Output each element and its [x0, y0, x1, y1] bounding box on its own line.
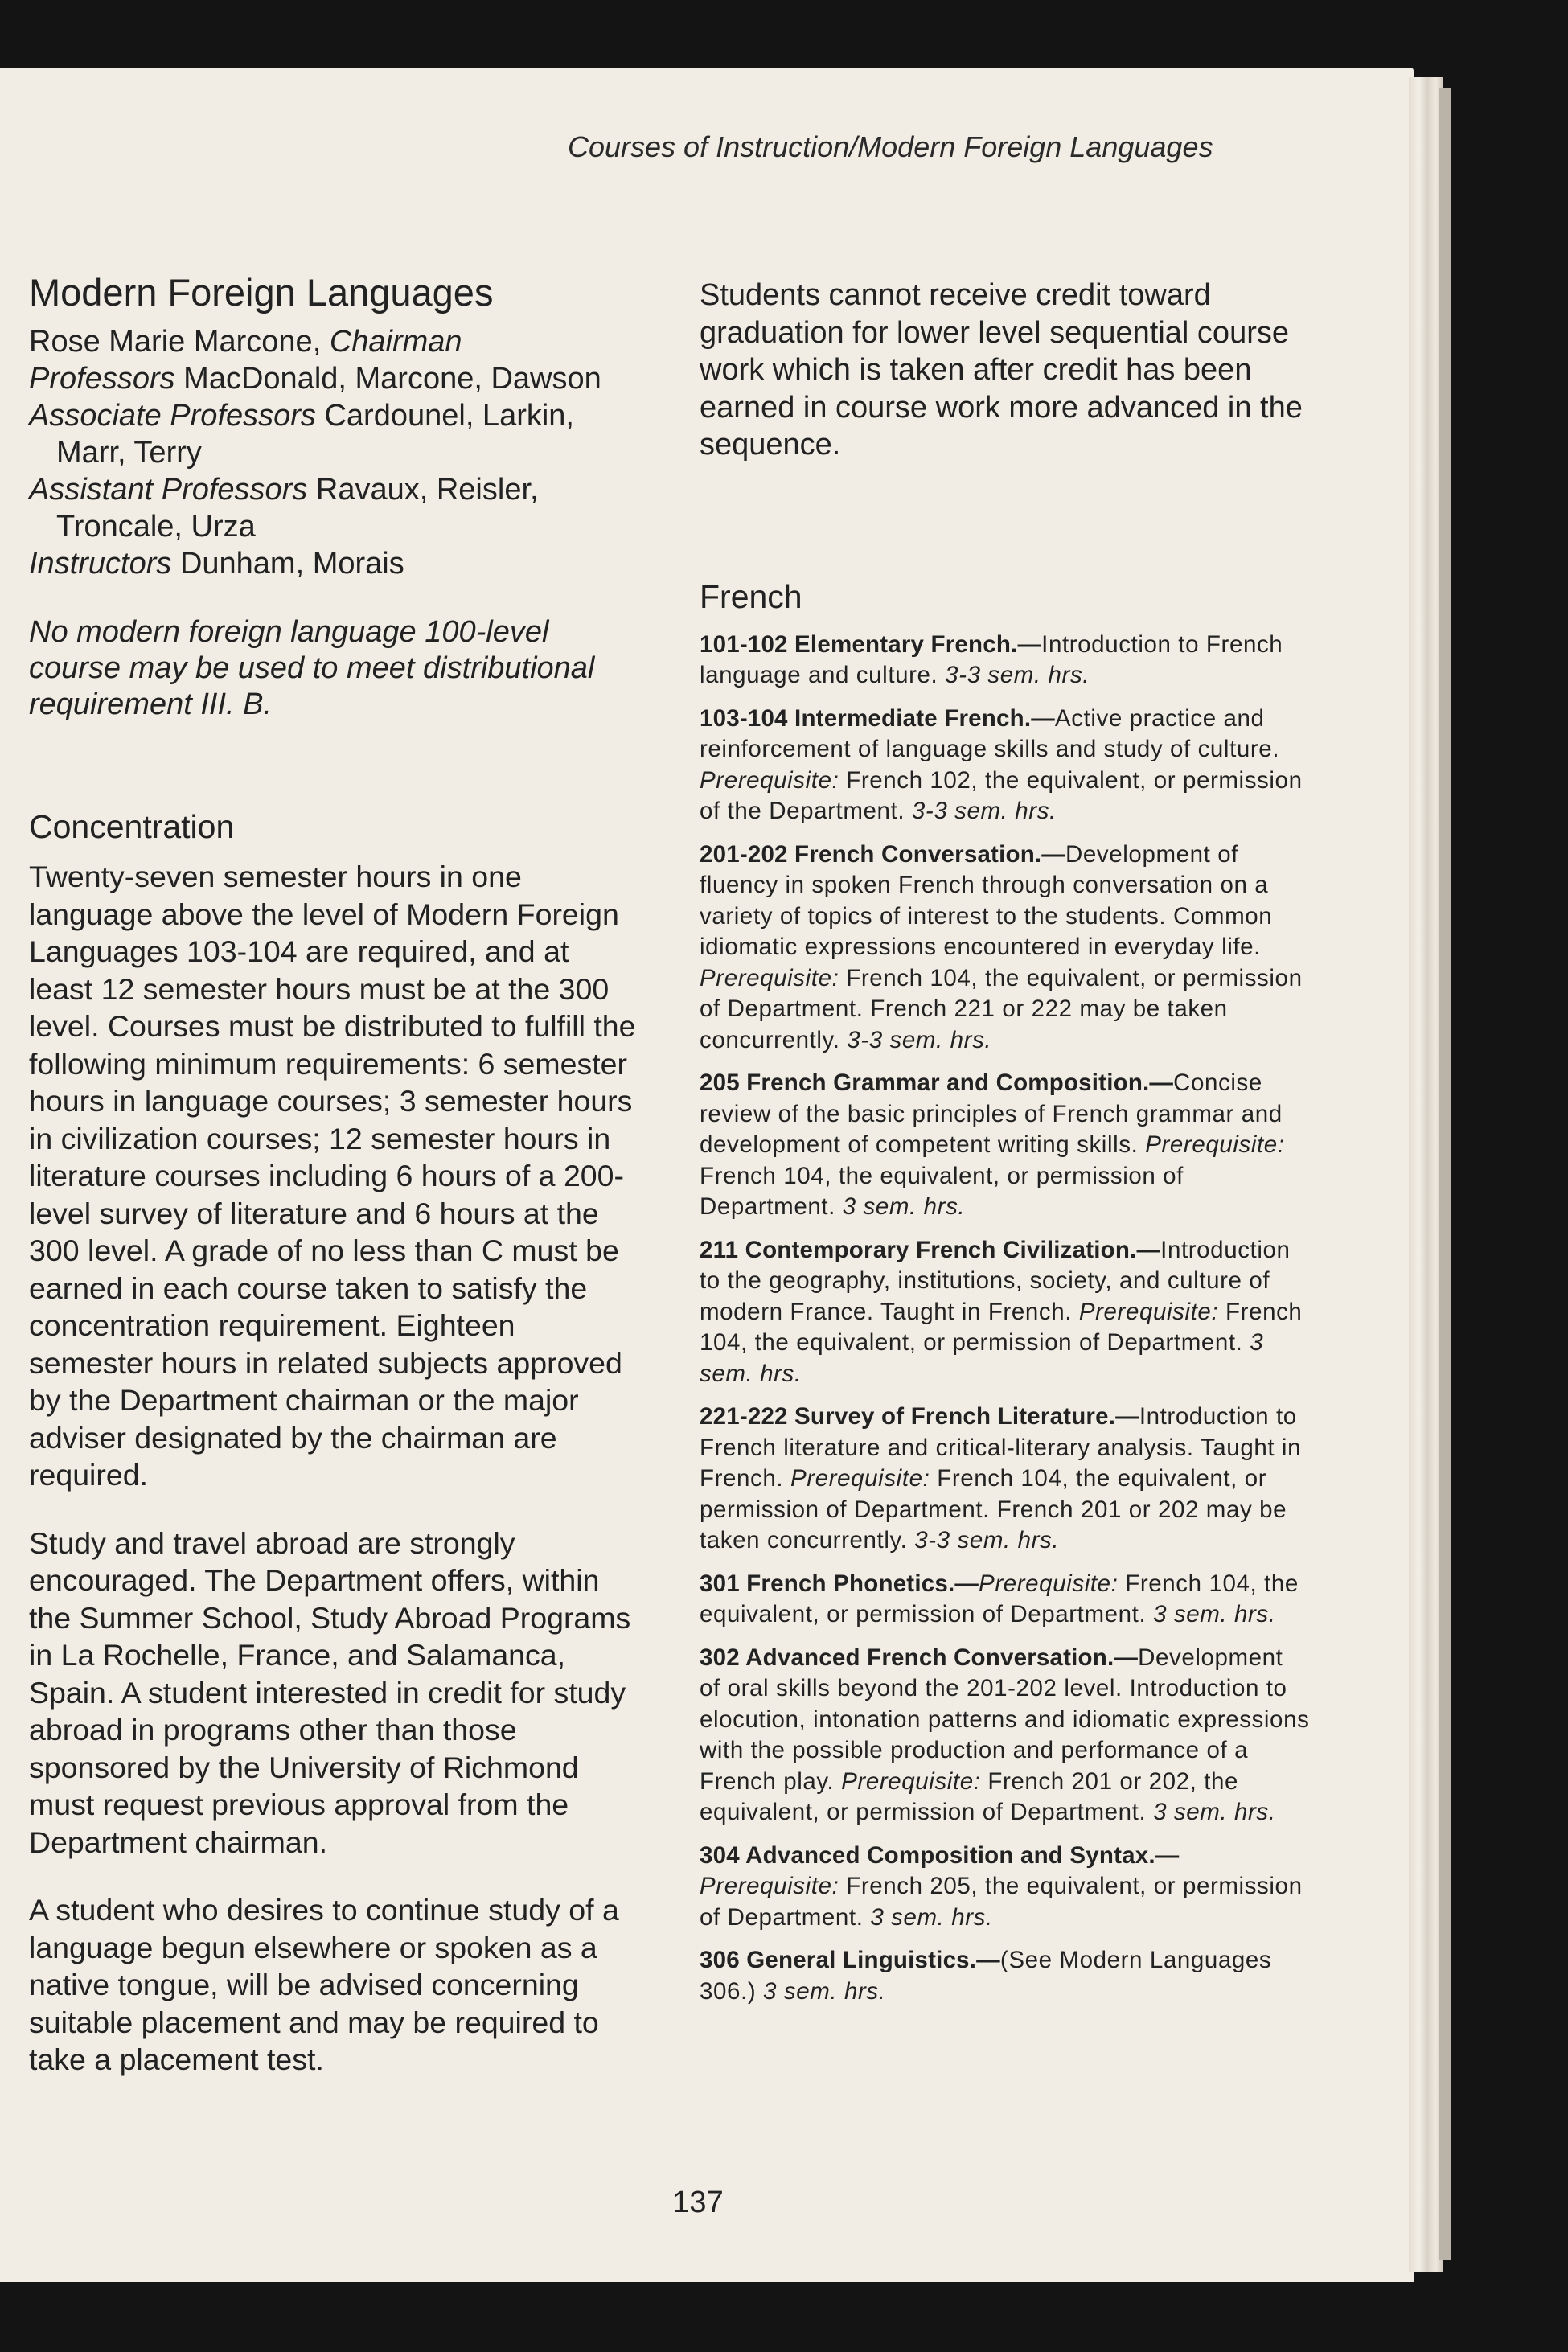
course-hours: 3 sem. hrs. [700, 1329, 1264, 1387]
course-hours: 3 sem. hrs. [1153, 1601, 1276, 1628]
course-title: 205 French Grammar and Composition.— [700, 1069, 1174, 1096]
course-prerequisite-label: Prerequisite: [841, 1767, 981, 1795]
course-title: 301 French Phonetics.— [700, 1570, 979, 1597]
course-hours: 3 sem. hrs. [870, 1903, 993, 1931]
course-prerequisite-label: Prerequisite: [790, 1465, 930, 1492]
course-title: 101-102 Elementary French.— [700, 630, 1042, 658]
course-description: Active practice and reinforcement of language skills and study of culture. [700, 704, 1280, 762]
running-header: Courses of Instruction/Modern Foreign Languages [568, 130, 1213, 163]
faculty-line: Associate Professors Cardounel, Larkin, Marr, Terry [29, 399, 574, 470]
course-prerequisite-label: Prerequisite: [1078, 1298, 1219, 1325]
course-title: 103-104 Intermediate French.— [700, 704, 1055, 732]
course-prerequisite-label: Prerequisite: [700, 964, 839, 991]
course-prerequisite-label: Prerequisite: [1145, 1131, 1285, 1158]
course-prerequisite-text: French 102, the equivalent, or permission of the Department. [700, 766, 1303, 824]
placement-paragraph: A student who desires to continue study of a language begun elsewhere or spoken as a native tongue, will be advised concerning suitable placement and may be required to take a placement test. [29, 1893, 619, 2076]
course-entry [700, 1841, 1311, 1934]
concentration-title: Concentration [29, 808, 235, 845]
study-abroad-paragraph: Study and travel abroad are strongly encouraged. The Department offers, within the Summer School, Study Abroad Programs in La Rochelle, France, and Salamanca, Spain. A student interested in credit for study abroad in programs other than those sponsored by the University of Richmond must request previous approval from the Department chairman. [29, 1525, 631, 1859]
faculty-line: Rose Marie Marcone, Chairman [29, 325, 462, 359]
course-entry [700, 1402, 1311, 1557]
page-stack-edge [1409, 77, 1443, 2272]
course-prerequisite-label: Prerequisite: [700, 766, 839, 794]
course-prerequisite-text: French 201 or 202, the equivalent, or permission of Department. [700, 1767, 1239, 1825]
course-prerequisite-text: French 104, the equivalent, or permission of Department. [700, 1162, 1184, 1220]
course-entry [700, 1945, 1311, 2007]
course-prerequisite-label: Prerequisite: [700, 1873, 839, 1899]
course-prerequisite-text: French 104, the equivalent, or permission of Department. [700, 1298, 1303, 1356]
course-entry [700, 1569, 1311, 1631]
course-title: 211 Contemporary French Civilization.— [700, 1236, 1161, 1263]
course-entry [700, 1643, 1311, 1829]
course-hours: 3 sem. hrs. [1153, 1799, 1276, 1825]
page-stack-shadow [1439, 88, 1451, 2260]
course-list [700, 630, 1319, 2008]
course-prerequisite-text: French 104, the equivalent, or permission of Department. French 221 or 222 may be taken concurrently. [700, 964, 1303, 1053]
course-hours: 3 sem. hrs. [763, 1977, 886, 2005]
distribution-note: No modern foreign language 100-level course may be used to meet distributional requirement III. B. [29, 615, 595, 721]
course-title: 302 Advanced French Conversation.— [700, 1644, 1139, 1671]
course-description: Introduction to French language and culture. [700, 630, 1283, 688]
course-description: Development of oral skills beyond the 201-202 level. Introduction to elocution, intonation patterns and idiomatic expressions with the possible production and performance of a French play. [700, 1644, 1310, 1795]
course-entry [700, 1068, 1311, 1223]
french-section-title: French [700, 577, 802, 615]
course-title: 304 Advanced Composition and Syntax.— [700, 1841, 1180, 1869]
course-title: 201-202 French Conversation.— [700, 840, 1066, 868]
faculty-line: Assistant Professors Ravaux, Reisler, Troncale, Urza [29, 473, 539, 544]
faculty-list [29, 323, 640, 582]
course-hours: 3-3 sem. hrs. [911, 798, 1057, 824]
course-hours: 3-3 sem. hrs. [847, 1026, 992, 1053]
course-entry [700, 704, 1311, 827]
department-title: Modern Foreign Languages [29, 271, 494, 314]
left-column [29, 270, 640, 2109]
course-entry [700, 630, 1311, 692]
course-prerequisite-text: French 104, the equivalent, or permission of Department. [700, 1570, 1299, 1628]
course-prerequisite-text: French 104, the equivalent, or permission of Department. French 201 or 202 may be taken concurrently. [700, 1465, 1287, 1554]
right-column [700, 277, 1319, 2019]
course-prerequisite-text: French 205, the equivalent, or permission of Department. [700, 1873, 1303, 1931]
credit-policy-paragraph: Students cannot receive credit toward graduation for lower level sequential course work which is taken after credit has been earned in course work more advanced in the sequence. [700, 278, 1303, 462]
course-description: Concise review of the basic principles of French grammar and development of competent writing skills. [700, 1069, 1283, 1158]
faculty-line: Professors MacDonald, Marcone, Dawson [29, 362, 601, 396]
faculty-line: Instructors Dunham, Morais [29, 547, 404, 581]
concentration-paragraph: Twenty-seven semester hours in one language above the level of Modern Foreign Languages 103-104 are required, and at least 12 semester hours must be at the 300 level. Courses must be distributed to fulfill the following minimum requirements: 6 semester hours in language courses; 3 semester hours in civilization courses; 12 semester hours in literature courses including 6 hours of a 200-level survey of literature and 6 hours at the 300 level. A grade of no less than C must be earned in each course taken to satisfy the concentration requirement. Eighteen semester hours in related subjects approved by the Department chairman or the major adviser designated by the chairman are required. [29, 860, 636, 1492]
course-description: Introduction to the geography, institutions, society, and culture of modern France. Taught in French. [700, 1236, 1291, 1325]
course-entry [700, 1235, 1311, 1390]
course-entry [700, 839, 1311, 1057]
page-number: 137 [672, 2186, 724, 2219]
course-hours: 3 sem. hrs. [842, 1193, 966, 1220]
course-prerequisite-label: Prerequisite: [979, 1570, 1119, 1597]
course-description: Introduction to French literature and critical-literary analysis. Taught in French. [700, 1403, 1302, 1492]
course-hours: 3-3 sem. hrs. [914, 1527, 1060, 1554]
course-description: Development of fluency in spoken French through conversation on a variety of topics of interest to the students. Common idiomatic expressions encountered in everyday life. [700, 840, 1273, 960]
course-title: 306 General Linguistics.— [700, 1947, 1000, 1973]
course-description: (See Modern Languages 306.) [700, 1947, 1272, 2005]
course-title: 221-222 Survey of French Literature.— [700, 1403, 1139, 1430]
course-hours: 3-3 sem. hrs. [945, 662, 1090, 688]
